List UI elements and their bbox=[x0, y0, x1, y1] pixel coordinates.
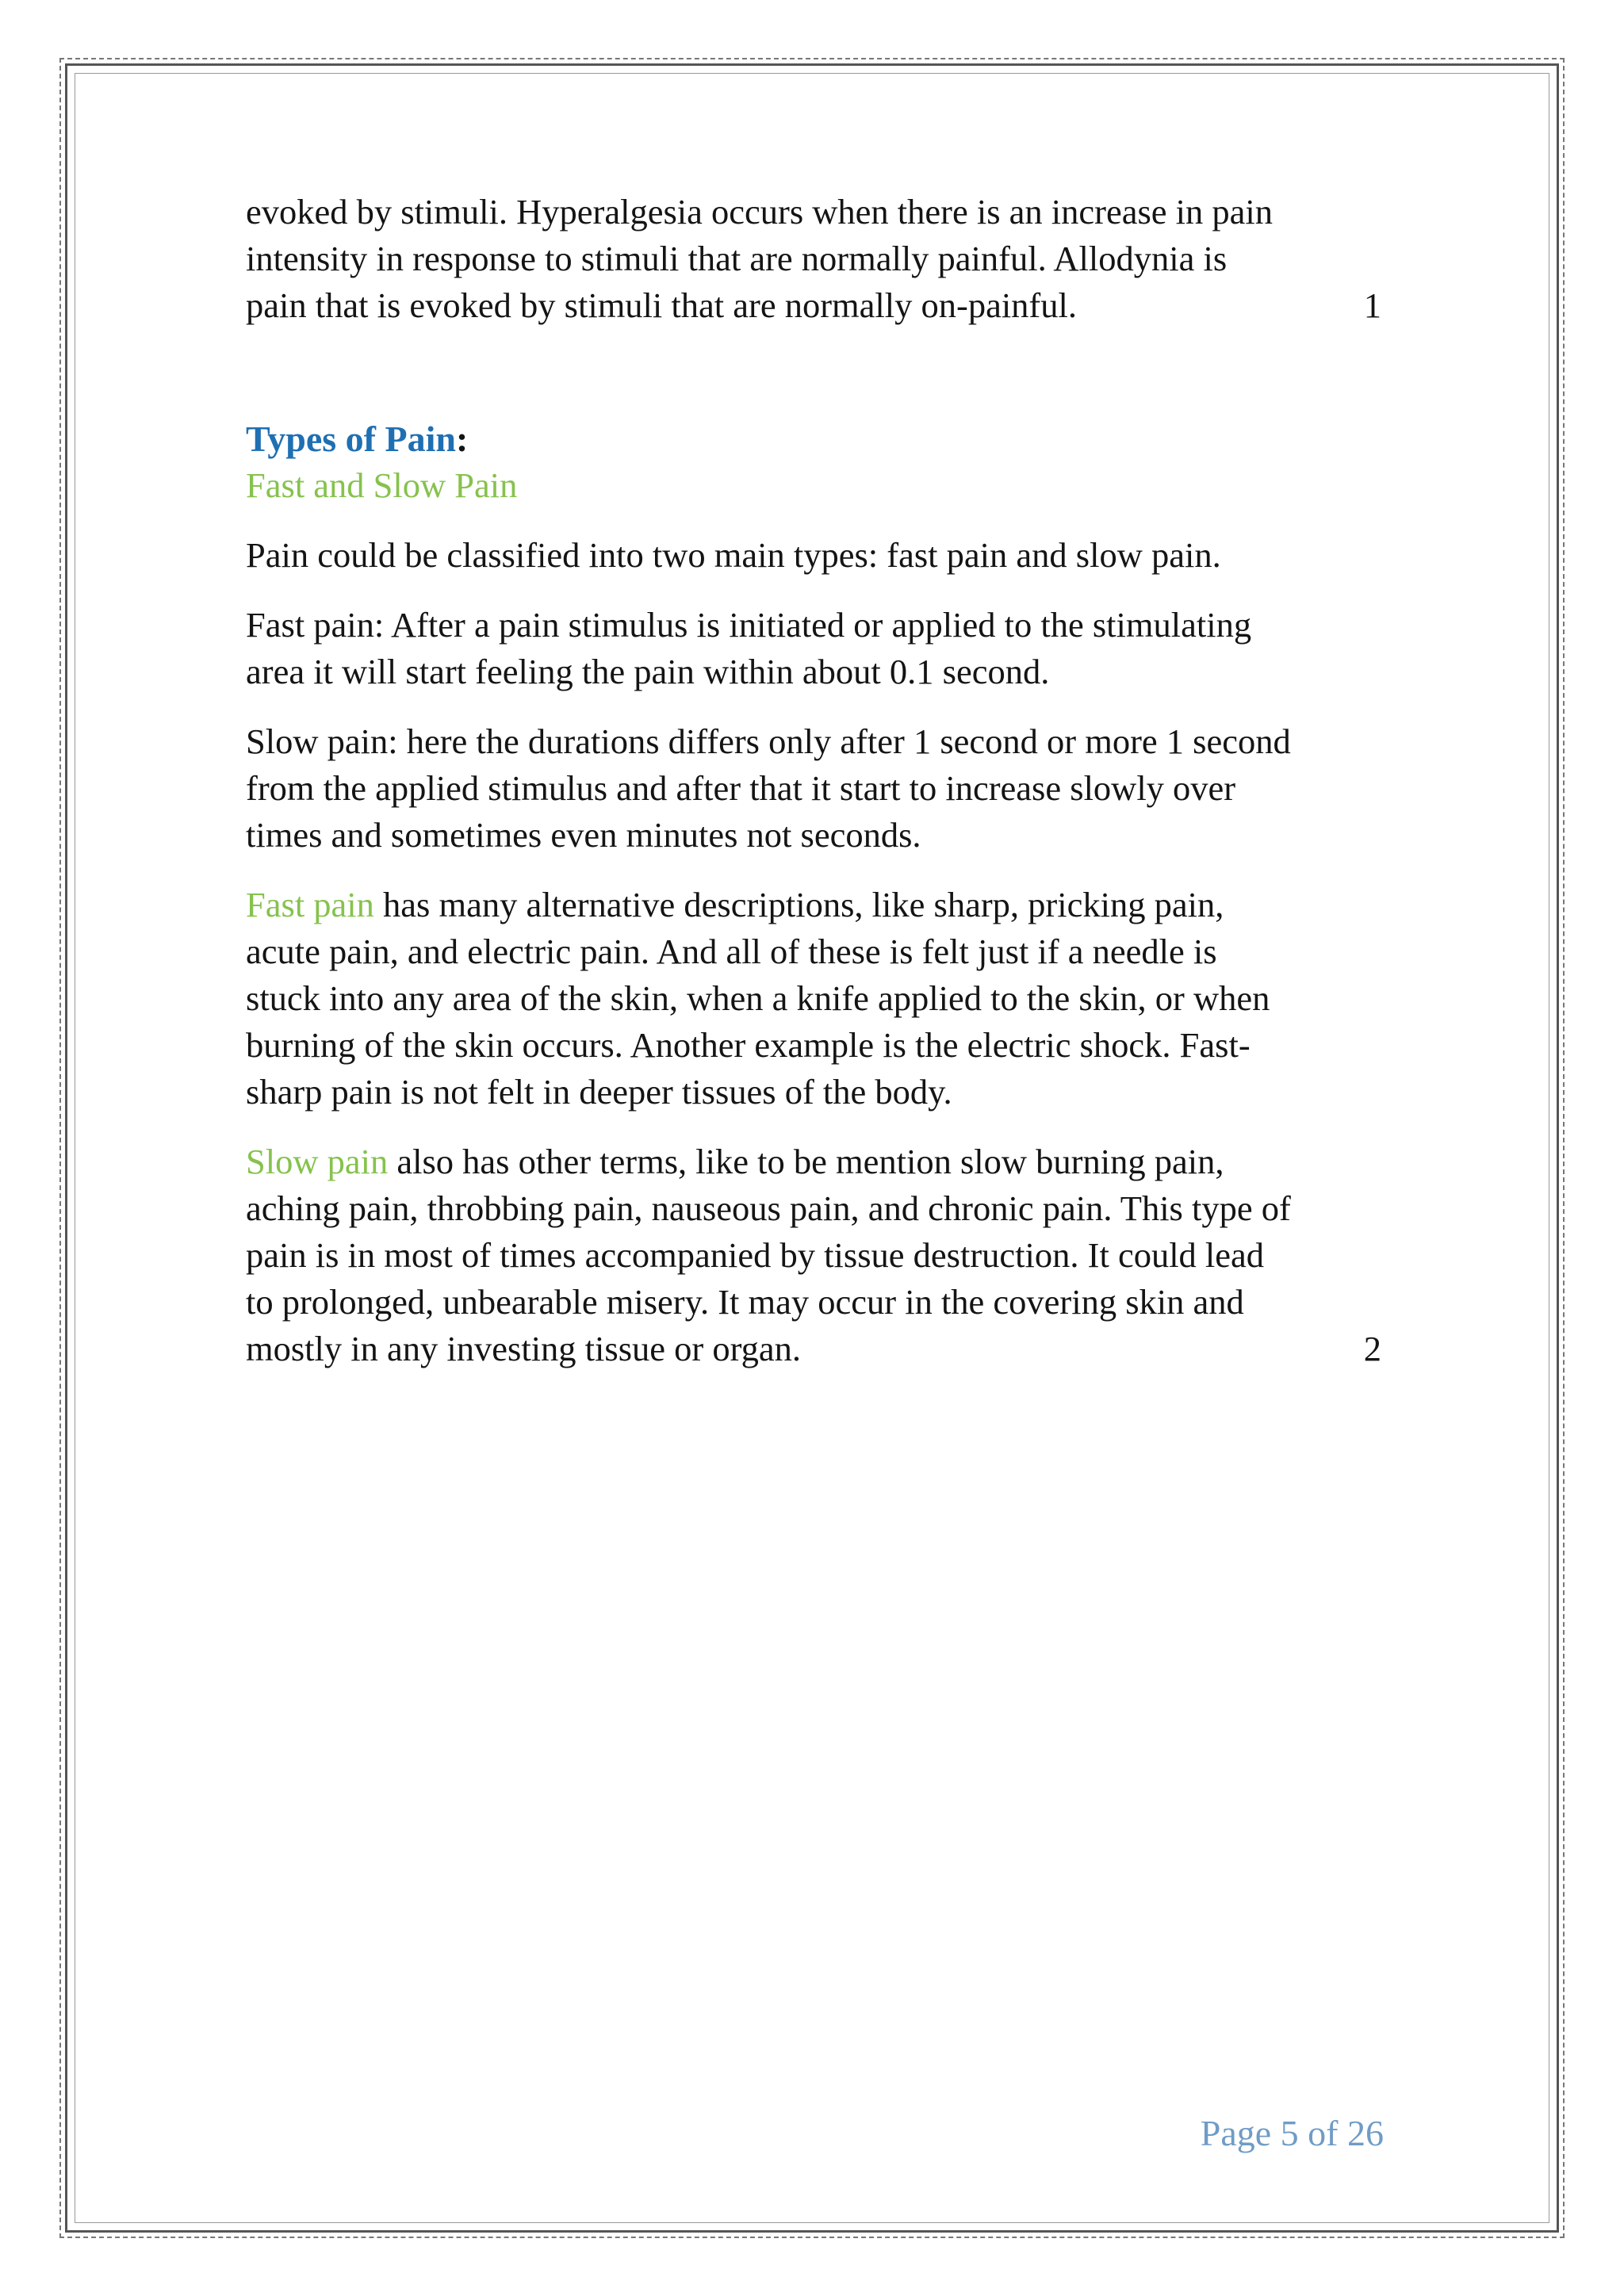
term-fast-pain: Fast pain bbox=[246, 885, 374, 924]
heading-text: Types of Pain bbox=[246, 419, 456, 459]
text-line: from the applied stimulus and after that it start to increase slowly over bbox=[246, 768, 1236, 808]
page-number: Page 5 of 26 bbox=[1200, 2113, 1384, 2153]
text-line: Slow pain: here the durations differs only after 1 second or more 1 second bbox=[246, 721, 1291, 761]
section-subheading: Fast and Slow Pain bbox=[246, 465, 518, 505]
text-line: burning of the skin occurs. Another example is the electric shock. Fast- bbox=[246, 1025, 1251, 1065]
text-line-with-reference bbox=[246, 282, 1381, 329]
text-line: intensity in response to stimuli that are normally painful. Allodynia is bbox=[246, 239, 1228, 278]
document-body bbox=[246, 189, 1381, 1395]
text-run: has many alternative descriptions, like sharp, pricking pain, bbox=[373, 885, 1224, 924]
text-line: area it will start feeling the pain within about 0.1 second. bbox=[246, 652, 1050, 691]
term-slow-pain: Slow pain bbox=[246, 1142, 389, 1181]
text-line: to prolonged, unbearable misery. It may occur in the covering skin and bbox=[246, 1282, 1244, 1322]
text-line bbox=[246, 882, 1381, 928]
text-line: acute pain, and electric pain. And all of these is felt just if a needle is bbox=[246, 932, 1217, 971]
text-line bbox=[246, 1138, 1381, 1185]
continuation-paragraph bbox=[246, 189, 1381, 329]
text-line: times and sometimes even minutes not seconds. bbox=[246, 815, 921, 855]
text-line-with-reference bbox=[246, 1326, 1381, 1372]
fast-pain-definition bbox=[246, 602, 1381, 695]
text-line: evoked by stimuli. Hyperalgesia occurs when there is an increase in pain bbox=[246, 192, 1274, 232]
text-line: pain that is evoked by stimuli that are normally on-painful. bbox=[246, 285, 1077, 325]
reference-number: 2 bbox=[1363, 1329, 1381, 1368]
heading-colon: : bbox=[455, 419, 469, 459]
slow-pain-paragraph bbox=[246, 1138, 1381, 1372]
slow-pain-definition bbox=[246, 718, 1381, 859]
text-line: mostly in any investing tissue or organ. bbox=[246, 1329, 802, 1368]
reference-number: 1 bbox=[1363, 285, 1381, 325]
section-heading bbox=[246, 417, 1381, 461]
fast-pain-paragraph bbox=[246, 882, 1381, 1115]
text-line: pain is in most of times accompanied by tissue destruction. It could lead bbox=[246, 1235, 1265, 1275]
text-line: aching pain, throbbing pain, nauseous pain, and chronic pain. This type of bbox=[246, 1188, 1291, 1228]
intro-paragraph: Pain could be classified into two main types: fast pain and slow pain. bbox=[246, 535, 1221, 575]
text-line: Fast pain: After a pain stimulus is initiated or applied to the stimulating bbox=[246, 605, 1252, 645]
text-line: sharp pain is not felt in deeper tissues of the body. bbox=[246, 1072, 952, 1112]
text-run: also has other terms, like to be mention slow burning pain, bbox=[388, 1142, 1224, 1181]
text-line: stuck into any area of the skin, when a knife applied to the skin, or when bbox=[246, 978, 1270, 1018]
